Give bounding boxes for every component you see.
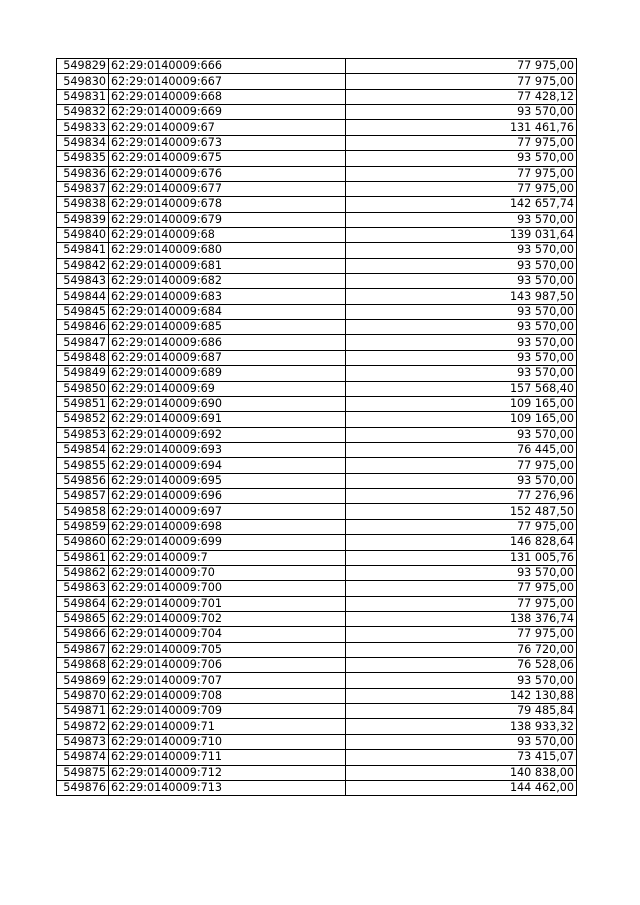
table-row	[57, 442, 577, 457]
row-number-cell: 549831	[57, 89, 109, 104]
row-number-cell: 549840	[57, 227, 109, 242]
row-number-cell: 549864	[57, 596, 109, 611]
cadastral-value-cell: 77 975,00	[346, 59, 577, 74]
cadastral-number-cell: 62:29:0140009:694	[109, 458, 346, 473]
table-row	[57, 227, 577, 242]
cadastral-number-cell: 62:29:0140009:698	[109, 519, 346, 534]
cadastral-number-cell: 62:29:0140009:686	[109, 335, 346, 350]
cadastral-value-cell: 93 570,00	[346, 304, 577, 319]
cadastral-number-cell: 62:29:0140009:699	[109, 535, 346, 550]
cadastral-number-cell: 62:29:0140009:676	[109, 166, 346, 181]
row-number-cell: 549851	[57, 396, 109, 411]
table-row	[57, 89, 577, 104]
cadastral-number-cell: 62:29:0140009:702	[109, 611, 346, 626]
cadastral-value-cell: 76 720,00	[346, 642, 577, 657]
cadastral-number-cell: 62:29:0140009:668	[109, 89, 346, 104]
row-number-cell: 549843	[57, 274, 109, 289]
cadastral-number-cell: 62:29:0140009:713	[109, 780, 346, 795]
cadastral-value-cell: 93 570,00	[346, 258, 577, 273]
cadastral-value-cell: 93 570,00	[346, 473, 577, 488]
cadastral-number-cell: 62:29:0140009:677	[109, 181, 346, 196]
table-row	[57, 59, 577, 74]
cadastral-number-cell: 62:29:0140009:691	[109, 412, 346, 427]
row-number-cell: 549858	[57, 504, 109, 519]
cadastral-value-cell: 138 376,74	[346, 611, 577, 626]
cadastral-number-cell: 62:29:0140009:708	[109, 688, 346, 703]
table-row	[57, 473, 577, 488]
cadastral-number-cell: 62:29:0140009:697	[109, 504, 346, 519]
table-row	[57, 427, 577, 442]
cadastral-number-cell: 62:29:0140009:709	[109, 704, 346, 719]
cadastral-value-cell: 93 570,00	[346, 105, 577, 120]
row-number-cell: 549835	[57, 151, 109, 166]
cadastral-number-cell: 62:29:0140009:669	[109, 105, 346, 120]
cadastral-number-cell: 62:29:0140009:701	[109, 596, 346, 611]
cadastral-value-cell: 152 487,50	[346, 504, 577, 519]
cadastral-value-cell: 73 415,07	[346, 750, 577, 765]
table-row	[57, 166, 577, 181]
cadastral-value-cell: 109 165,00	[346, 396, 577, 411]
cadastral-number-cell: 62:29:0140009:683	[109, 289, 346, 304]
row-number-cell: 549868	[57, 658, 109, 673]
table-row	[57, 243, 577, 258]
row-number-cell: 549866	[57, 627, 109, 642]
cadastral-value-cell: 93 570,00	[346, 243, 577, 258]
cadastral-number-cell: 62:29:0140009:67	[109, 120, 346, 135]
table-row	[57, 688, 577, 703]
cadastral-value-cell: 131 461,76	[346, 120, 577, 135]
row-number-cell: 549839	[57, 212, 109, 227]
cadastral-value-cell: 140 838,00	[346, 765, 577, 780]
table-row	[57, 412, 577, 427]
cadastral-value-cell: 79 485,84	[346, 704, 577, 719]
table-row	[57, 596, 577, 611]
table-row	[57, 381, 577, 396]
cadastral-number-cell: 62:29:0140009:696	[109, 489, 346, 504]
cadastral-number-cell: 62:29:0140009:687	[109, 350, 346, 365]
row-number-cell: 549871	[57, 704, 109, 719]
row-number-cell: 549859	[57, 519, 109, 534]
cadastral-value-cell: 77 975,00	[346, 74, 577, 89]
table-row	[57, 519, 577, 534]
row-number-cell: 549842	[57, 258, 109, 273]
cadastral-number-cell: 62:29:0140009:705	[109, 642, 346, 657]
cadastral-number-cell: 62:29:0140009:681	[109, 258, 346, 273]
row-number-cell: 549856	[57, 473, 109, 488]
cadastral-value-cell: 93 570,00	[346, 335, 577, 350]
row-number-cell: 549846	[57, 320, 109, 335]
cadastral-value-cell: 93 570,00	[346, 427, 577, 442]
cadastral-number-cell: 62:29:0140009:680	[109, 243, 346, 258]
row-number-cell: 549875	[57, 765, 109, 780]
cadastral-number-cell: 62:29:0140009:68	[109, 227, 346, 242]
row-number-cell: 549869	[57, 673, 109, 688]
row-number-cell: 549860	[57, 535, 109, 550]
row-number-cell: 549838	[57, 197, 109, 212]
row-number-cell: 549832	[57, 105, 109, 120]
row-number-cell: 549845	[57, 304, 109, 319]
cadastral-number-cell: 62:29:0140009:7	[109, 550, 346, 565]
table-row	[57, 181, 577, 196]
cadastral-number-cell: 62:29:0140009:675	[109, 151, 346, 166]
row-number-cell: 549870	[57, 688, 109, 703]
cadastral-value-cell: 144 462,00	[346, 780, 577, 795]
table-row	[57, 74, 577, 89]
cadastral-number-cell: 62:29:0140009:712	[109, 765, 346, 780]
table-row	[57, 489, 577, 504]
table-row	[57, 750, 577, 765]
row-number-cell: 549857	[57, 489, 109, 504]
table-row	[57, 335, 577, 350]
row-number-cell: 549852	[57, 412, 109, 427]
row-number-cell: 549855	[57, 458, 109, 473]
row-number-cell: 549833	[57, 120, 109, 135]
cadastral-value-cell: 76 445,00	[346, 442, 577, 457]
cadastral-value-cell: 131 005,76	[346, 550, 577, 565]
table-row	[57, 611, 577, 626]
cadastral-number-cell: 62:29:0140009:692	[109, 427, 346, 442]
cadastral-number-cell: 62:29:0140009:700	[109, 581, 346, 596]
table-row	[57, 704, 577, 719]
cadastral-value-cell: 93 570,00	[346, 151, 577, 166]
table-row	[57, 105, 577, 120]
cadastral-number-cell: 62:29:0140009:710	[109, 734, 346, 749]
cadastral-number-cell: 62:29:0140009:707	[109, 673, 346, 688]
table-row	[57, 289, 577, 304]
cadastral-number-cell: 62:29:0140009:704	[109, 627, 346, 642]
cadastral-value-cell: 93 570,00	[346, 673, 577, 688]
table-row	[57, 320, 577, 335]
table-row	[57, 627, 577, 642]
table-row	[57, 366, 577, 381]
cadastral-value-cell: 93 570,00	[346, 366, 577, 381]
cadastral-value-cell: 139 031,64	[346, 227, 577, 242]
cadastral-value-cell: 142 130,88	[346, 688, 577, 703]
table-row	[57, 458, 577, 473]
table-row	[57, 719, 577, 734]
row-number-cell: 549874	[57, 750, 109, 765]
row-number-cell: 549847	[57, 335, 109, 350]
cadastral-number-cell: 62:29:0140009:682	[109, 274, 346, 289]
row-number-cell: 549849	[57, 366, 109, 381]
cadastral-number-cell: 62:29:0140009:693	[109, 442, 346, 457]
row-number-cell: 549867	[57, 642, 109, 657]
cadastral-value-cell: 76 528,06	[346, 658, 577, 673]
cadastral-value-cell: 157 568,40	[346, 381, 577, 396]
cadastral-value-cell: 93 570,00	[346, 320, 577, 335]
cadastral-number-cell: 62:29:0140009:69	[109, 381, 346, 396]
cadastral-value-cell: 77 975,00	[346, 596, 577, 611]
table-row	[57, 765, 577, 780]
cadastral-value-cell: 93 570,00	[346, 274, 577, 289]
cadastral-number-cell: 62:29:0140009:685	[109, 320, 346, 335]
cadastral-number-cell: 62:29:0140009:689	[109, 366, 346, 381]
cadastral-value-cell: 77 428,12	[346, 89, 577, 104]
table-body	[57, 59, 577, 796]
cadastral-number-cell: 62:29:0140009:678	[109, 197, 346, 212]
row-number-cell: 549836	[57, 166, 109, 181]
row-number-cell: 549844	[57, 289, 109, 304]
table-row	[57, 673, 577, 688]
cadastral-value-cell: 77 975,00	[346, 627, 577, 642]
row-number-cell: 549865	[57, 611, 109, 626]
cadastral-value-cell: 143 987,50	[346, 289, 577, 304]
cadastral-number-cell: 62:29:0140009:70	[109, 565, 346, 580]
cadastral-value-cell: 77 975,00	[346, 166, 577, 181]
row-number-cell: 549873	[57, 734, 109, 749]
cadastral-number-cell: 62:29:0140009:679	[109, 212, 346, 227]
cadastral-number-cell: 62:29:0140009:673	[109, 135, 346, 150]
row-number-cell: 549863	[57, 581, 109, 596]
table-row	[57, 535, 577, 550]
cadastral-number-cell: 62:29:0140009:71	[109, 719, 346, 734]
cadastral-value-cell: 77 276,96	[346, 489, 577, 504]
row-number-cell: 549848	[57, 350, 109, 365]
table-row	[57, 642, 577, 657]
row-number-cell: 549876	[57, 780, 109, 795]
cadastral-value-cell: 93 570,00	[346, 212, 577, 227]
cadastral-value-cell: 93 570,00	[346, 734, 577, 749]
cadastral-value-cell: 77 975,00	[346, 181, 577, 196]
row-number-cell: 549834	[57, 135, 109, 150]
cadastral-number-cell: 62:29:0140009:695	[109, 473, 346, 488]
table-row	[57, 396, 577, 411]
cadastral-value-cell: 146 828,64	[346, 535, 577, 550]
table-row	[57, 120, 577, 135]
row-number-cell: 549862	[57, 565, 109, 580]
row-number-cell: 549850	[57, 381, 109, 396]
table-row	[57, 274, 577, 289]
cadastral-value-cell: 142 657,74	[346, 197, 577, 212]
row-number-cell: 549829	[57, 59, 109, 74]
row-number-cell: 549837	[57, 181, 109, 196]
table-row	[57, 135, 577, 150]
cadastral-value-cell: 93 570,00	[346, 350, 577, 365]
table-row	[57, 212, 577, 227]
cadastral-number-cell: 62:29:0140009:684	[109, 304, 346, 319]
table-row	[57, 780, 577, 795]
table-row	[57, 197, 577, 212]
cadastral-value-cell: 138 933,32	[346, 719, 577, 734]
row-number-cell: 549854	[57, 442, 109, 457]
cadastral-number-cell: 62:29:0140009:666	[109, 59, 346, 74]
cadastral-value-cell: 77 975,00	[346, 519, 577, 534]
table-row	[57, 151, 577, 166]
cadastral-value-cell: 93 570,00	[346, 565, 577, 580]
table-row	[57, 734, 577, 749]
cadastral-number-cell: 62:29:0140009:706	[109, 658, 346, 673]
table-row	[57, 658, 577, 673]
row-number-cell: 549841	[57, 243, 109, 258]
cadastral-value-table	[56, 58, 577, 796]
cadastral-number-cell: 62:29:0140009:667	[109, 74, 346, 89]
cadastral-value-cell: 77 975,00	[346, 135, 577, 150]
row-number-cell: 549830	[57, 74, 109, 89]
cadastral-value-cell: 77 975,00	[346, 458, 577, 473]
cadastral-value-cell: 109 165,00	[346, 412, 577, 427]
row-number-cell: 549861	[57, 550, 109, 565]
table-row	[57, 350, 577, 365]
table-row	[57, 550, 577, 565]
cadastral-number-cell: 62:29:0140009:690	[109, 396, 346, 411]
table-row	[57, 258, 577, 273]
row-number-cell: 549853	[57, 427, 109, 442]
table-row	[57, 581, 577, 596]
cadastral-value-cell: 77 975,00	[346, 581, 577, 596]
table-row	[57, 504, 577, 519]
table-row	[57, 304, 577, 319]
cadastral-number-cell: 62:29:0140009:711	[109, 750, 346, 765]
table-row	[57, 565, 577, 580]
row-number-cell: 549872	[57, 719, 109, 734]
